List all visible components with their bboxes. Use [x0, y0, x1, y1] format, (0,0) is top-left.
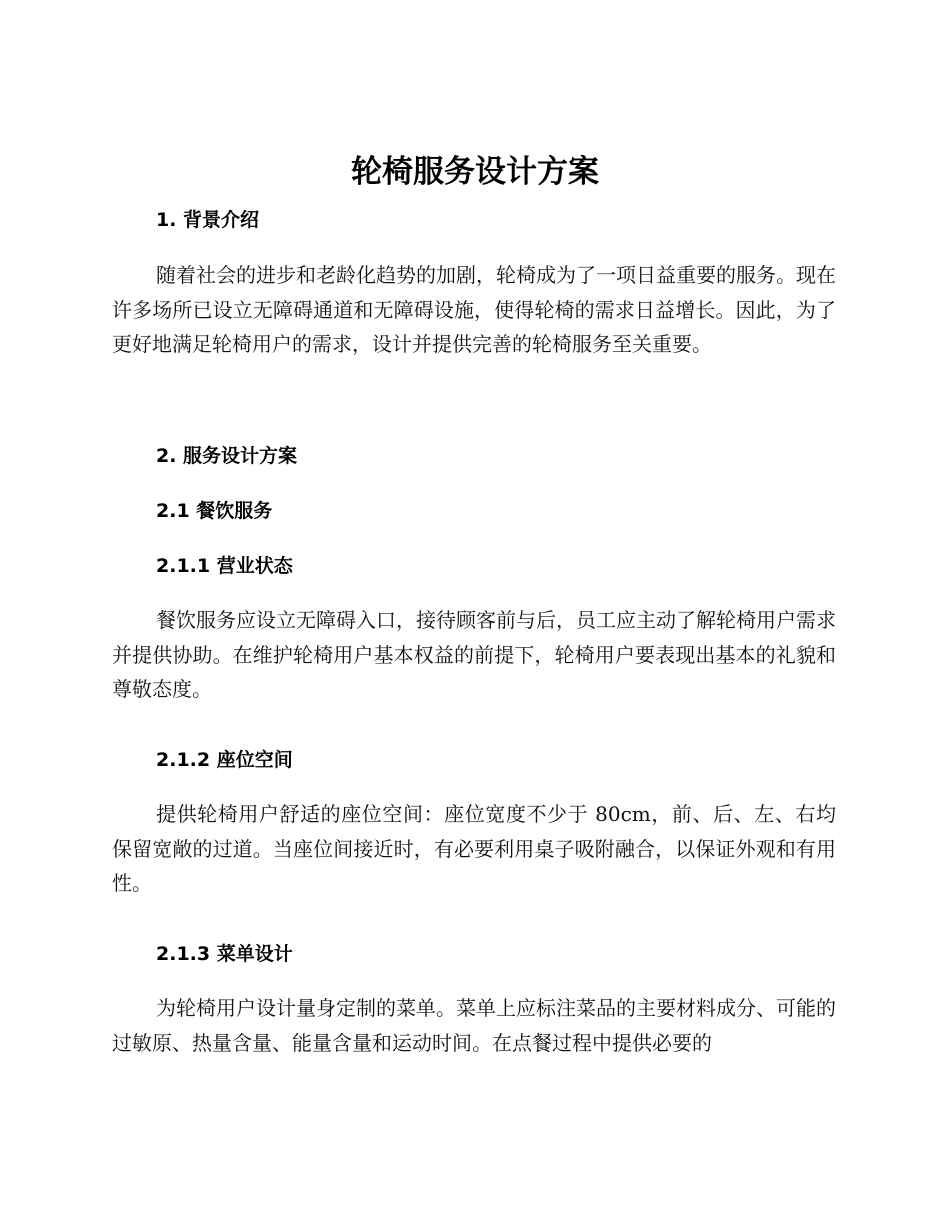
paragraph-seating-space: 提供轮椅用户舒适的座位空间：座位宽度不少于 80cm，前、后、左、右均保留宽敞的过道。当座位间接近时，有必要利用桌子吸附融合，以保证外观和有用性。	[112, 802, 836, 895]
subsection-heading-seating-space: 2.1.2 座位空间	[156, 749, 293, 771]
subsection-heading-menu-design: 2.1.3 菜单设计	[156, 943, 293, 965]
subsection-heading-catering: 2.1 餐饮服务	[156, 500, 273, 522]
subsection-heading-business-status: 2.1.1 营业状态	[156, 555, 293, 577]
section-heading-background: 1. 背景介绍	[156, 209, 260, 231]
paragraph-background: 随着社会的进步和老龄化趋势的加剧，轮椅成为了一项日益重要的服务。现在许多场所已设立无障碍通道和无障碍设施，使得轮椅的需求日益增长。因此，为了更好地满足轮椅用户的需求，设计并提供完善的轮椅服务至关重要。	[112, 263, 836, 356]
document-title: 轮椅服务设计方案	[351, 154, 599, 190]
paragraph-menu-design: 为轮椅用户设计量身定制的菜单。菜单上应标注菜品的主要材料成分、可能的过敏原、热量含量、能量含量和运动时间。在点餐过程中提供必要的	[112, 996, 836, 1055]
section-heading-service-design: 2. 服务设计方案	[156, 445, 298, 467]
paragraph-business-status: 餐饮服务应设立无障碍入口，接待顾客前与后，员工应主动了解轮椅用户需求并提供协助。在维护轮椅用户基本权益的前提下，轮椅用户要表现出基本的礼貌和尊敬态度。	[112, 608, 836, 701]
